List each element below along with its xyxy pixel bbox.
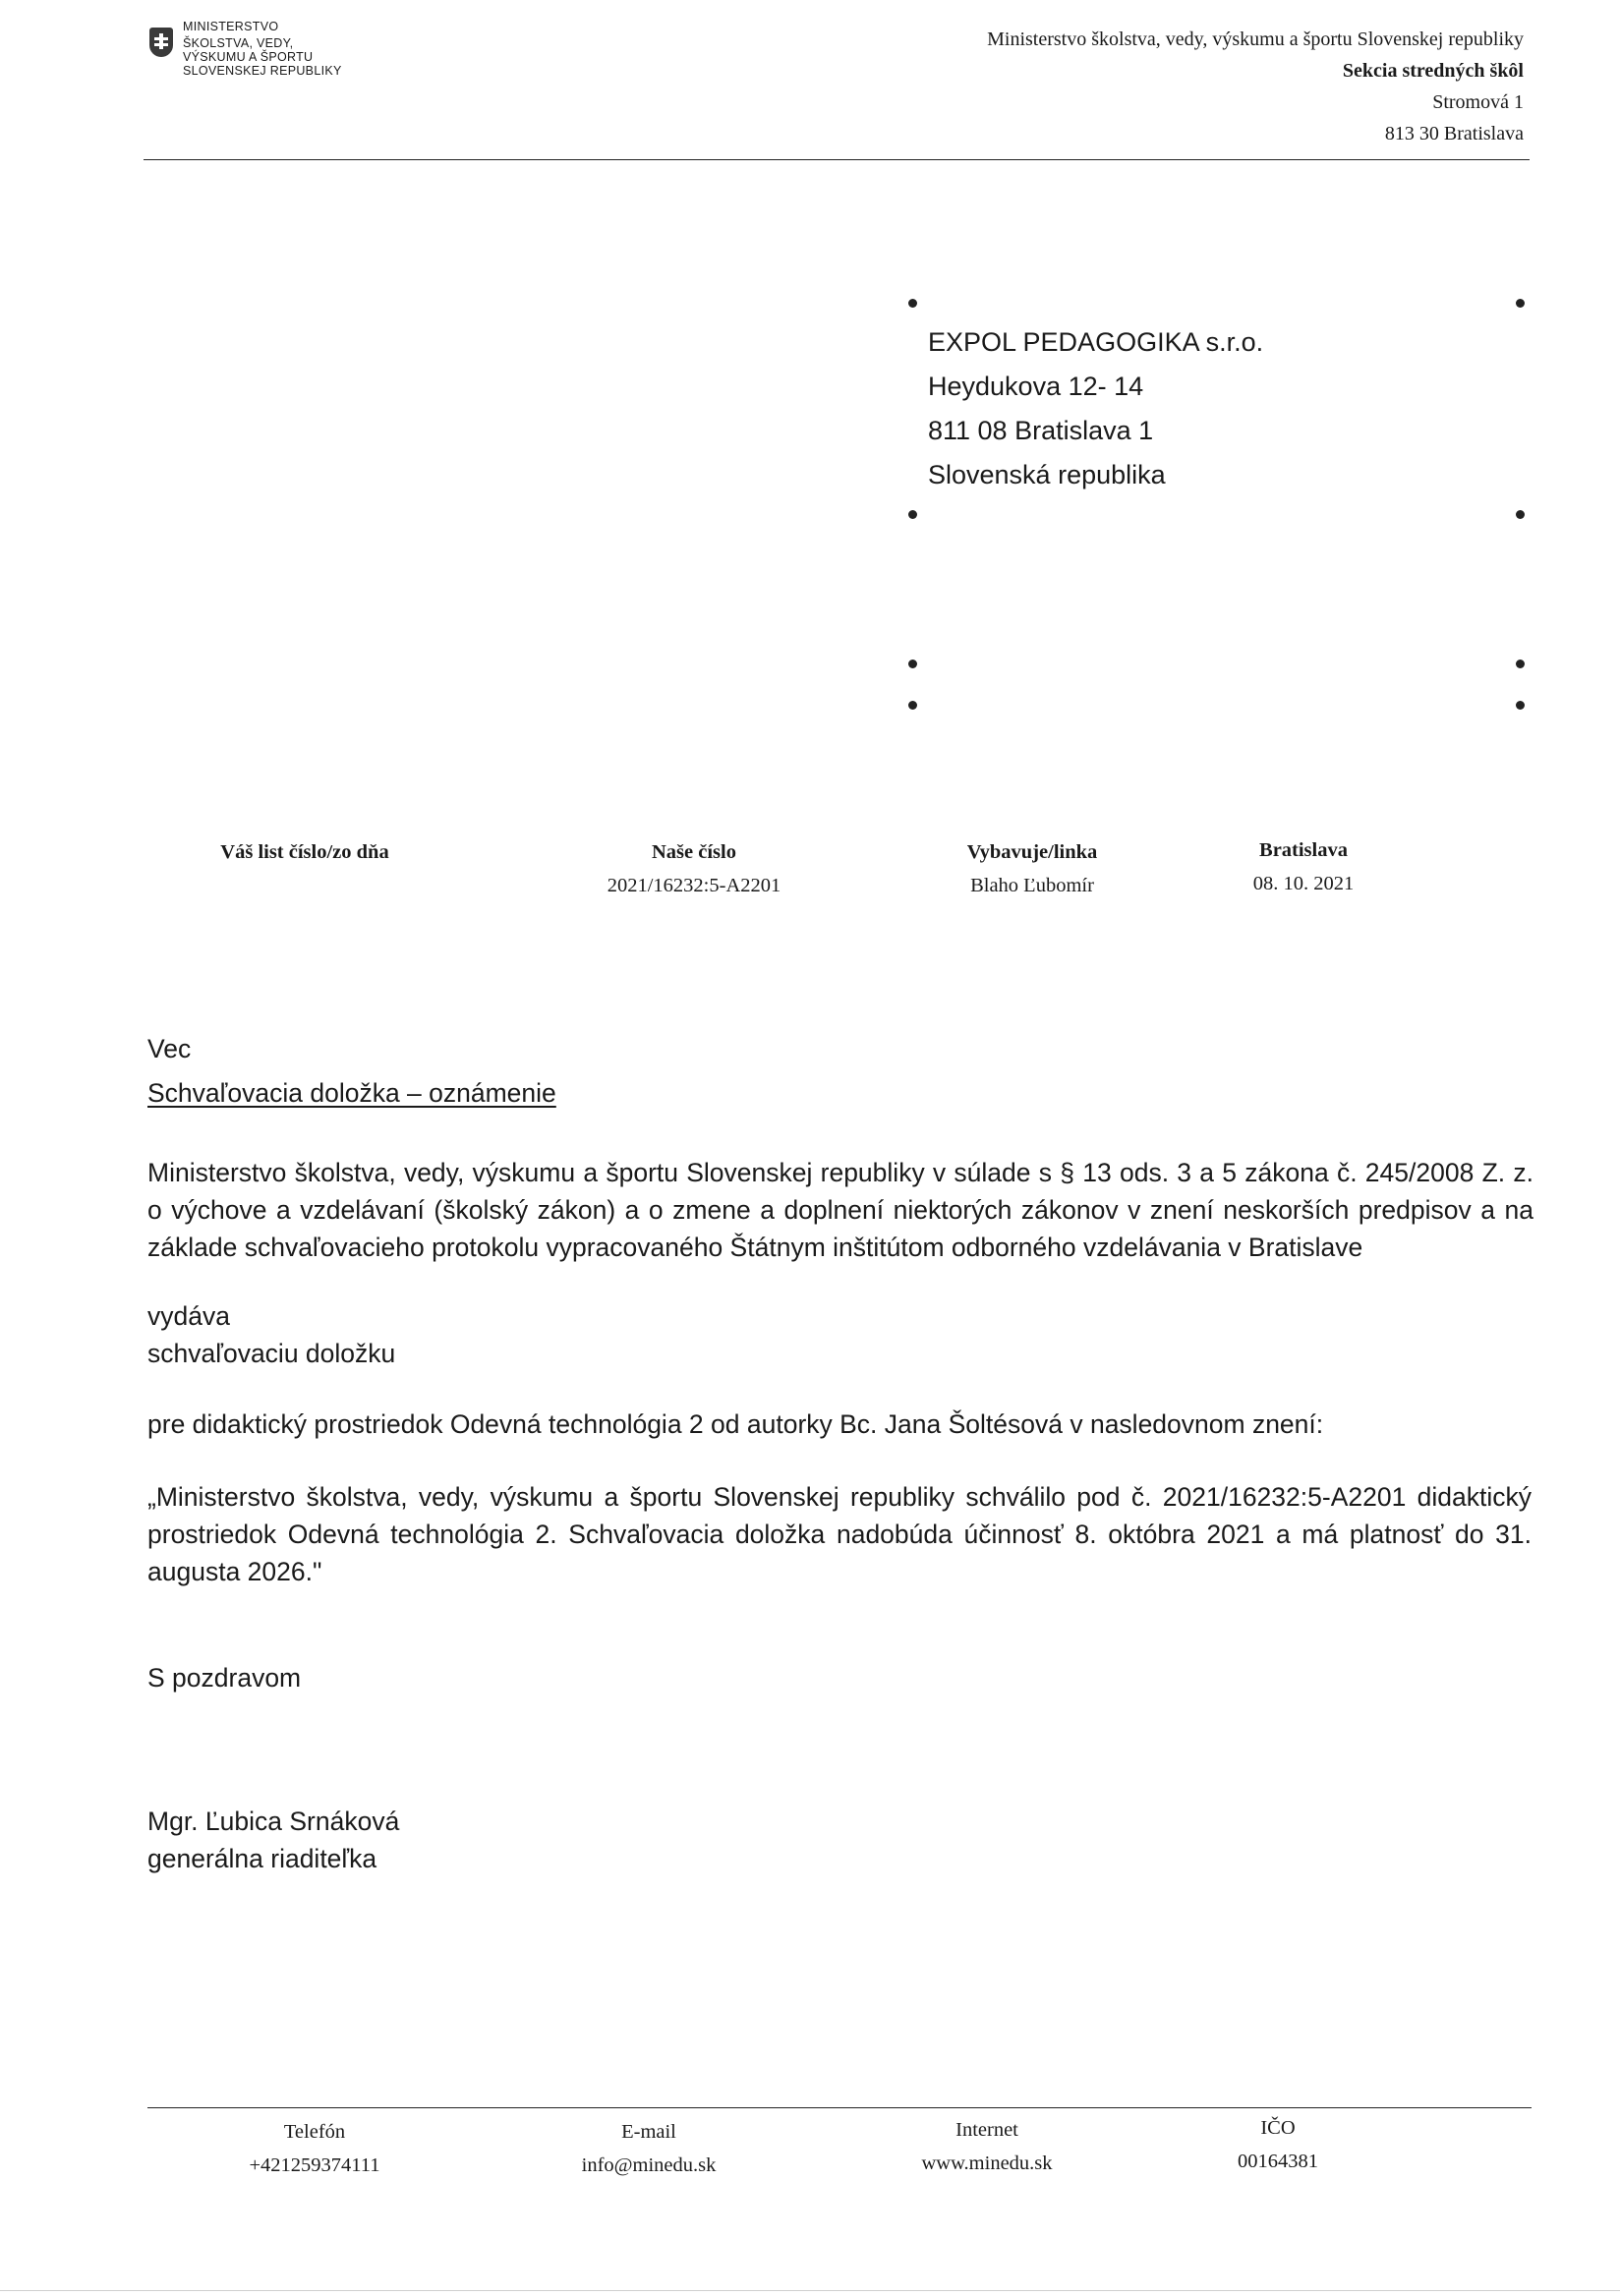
- address-marker: [1516, 510, 1525, 519]
- place-date-column: [1205, 833, 1402, 900]
- issues-line: vydáva: [147, 1301, 230, 1331]
- subject-line: Schvaľovacia doložka – oznámenie: [147, 1078, 556, 1108]
- address-marker: [1516, 701, 1525, 710]
- address-marker: [908, 299, 917, 308]
- footer-internet: [849, 2113, 1125, 2180]
- signer-name: Mgr. Ľubica Srnáková: [147, 1807, 400, 1836]
- logo-line: VÝSKUMU A ŠPORTU: [183, 50, 314, 64]
- address-marker: [1516, 299, 1525, 308]
- phone-label: Telefón: [283, 2121, 346, 2143]
- footer-email: [511, 2115, 786, 2182]
- handled-by-value: Blaho Ľubomír: [970, 875, 1094, 896]
- our-number-value: 2021/16232:5-A2201: [607, 875, 781, 896]
- your-letter-label: Váš list číslo/zo dňa: [220, 841, 389, 863]
- email-value[interactable]: info@minedu.sk: [581, 2154, 717, 2176]
- footer-divider: [147, 2107, 1532, 2108]
- ministry-logo-text: [183, 20, 342, 78]
- scan-edge: [0, 2290, 1620, 2291]
- phone-value: +421259374111: [249, 2154, 380, 2176]
- ico-value: 00164381: [1238, 2151, 1318, 2172]
- state-emblem-icon: [149, 28, 173, 57]
- sender-section: Sekcia stredných škôl: [1342, 60, 1524, 82]
- recipient-address: [928, 320, 1263, 497]
- logo-line: MINISTERSTVO: [183, 20, 279, 33]
- address-marker: [908, 510, 917, 519]
- closing-greeting: S pozdravom: [147, 1663, 302, 1693]
- intro-paragraph: Ministerstvo školstva, vedy, výskumu a športu Slovenskej republiky v súlade s § 13 ods. 3 a 5 zákona č. 245/2008 Z. z. o výchove a vzdelávaní (školský zákon) a o zmene a doplnení niektorých zákonov v znení neskorších predpisov a na základe schvaľovacieho protokolu vypracovaného Štátnym inštitútom odborného vzdelávania v Bratislave: [147, 1158, 1533, 1262]
- sender-address: [987, 24, 1524, 149]
- your-letter-column: [147, 835, 462, 869]
- place-label: Bratislava: [1259, 839, 1348, 861]
- sender-ministry: Ministerstvo školstva, vedy, výskumu a športu Slovenskej republiky: [987, 29, 1524, 50]
- recipient-company: EXPOL PEDAGOGIKA s.r.o.: [928, 327, 1264, 357]
- approval-clause-line: schvaľovaciu doložku: [147, 1339, 396, 1368]
- address-marker: [908, 660, 917, 668]
- logo-line: ŠKOLSTVA, VEDY,: [183, 36, 294, 50]
- email-label: E-mail: [621, 2121, 676, 2143]
- internet-label: Internet: [955, 2119, 1018, 2141]
- internet-value[interactable]: www.minedu.sk: [921, 2152, 1053, 2174]
- recipient-country: Slovenská republika: [928, 460, 1166, 489]
- letter-date: 08. 10. 2021: [1252, 873, 1355, 894]
- recipient-city: 811 08 Bratislava 1: [928, 416, 1154, 445]
- our-number-label: Naše číslo: [652, 841, 736, 863]
- signer-title: generálna riaditeľka: [147, 1844, 377, 1873]
- header-divider: [144, 159, 1530, 160]
- sender-city: 813 30 Bratislava: [1384, 123, 1524, 144]
- handled-by-label: Vybavuje/linka: [966, 841, 1098, 863]
- subject-label: Vec: [147, 1034, 192, 1063]
- footer-ico: [1170, 2111, 1386, 2178]
- sender-street: Stromová 1: [1432, 91, 1524, 113]
- ico-label: IČO: [1260, 2117, 1296, 2139]
- footer-phone: [177, 2115, 452, 2182]
- handled-by-column: [885, 835, 1180, 902]
- our-number-column: [537, 835, 851, 902]
- didactic-tool-paragraph: pre didaktický prostriedok Odevná technológia 2 od autorky Bc. Jana Šoltésová v nasledovnom znení:: [147, 1409, 1324, 1439]
- address-marker: [1516, 660, 1525, 668]
- address-marker: [908, 701, 917, 710]
- approval-quote: „Ministerstvo školstva, vedy, výskumu a športu Slovenskej republiky schválilo pod č. 2021/16232:5-A2201 didaktický prostriedok Odevná technológia 2. Schvaľovacia doložka nadobúda účinnosť 8. októbra 2021 a má platnosť do 31. augusta 2026.": [147, 1482, 1532, 1586]
- recipient-street: Heydukova 12- 14: [928, 372, 1144, 401]
- logo-line: SLOVENSKEJ REPUBLIKY: [183, 64, 342, 78]
